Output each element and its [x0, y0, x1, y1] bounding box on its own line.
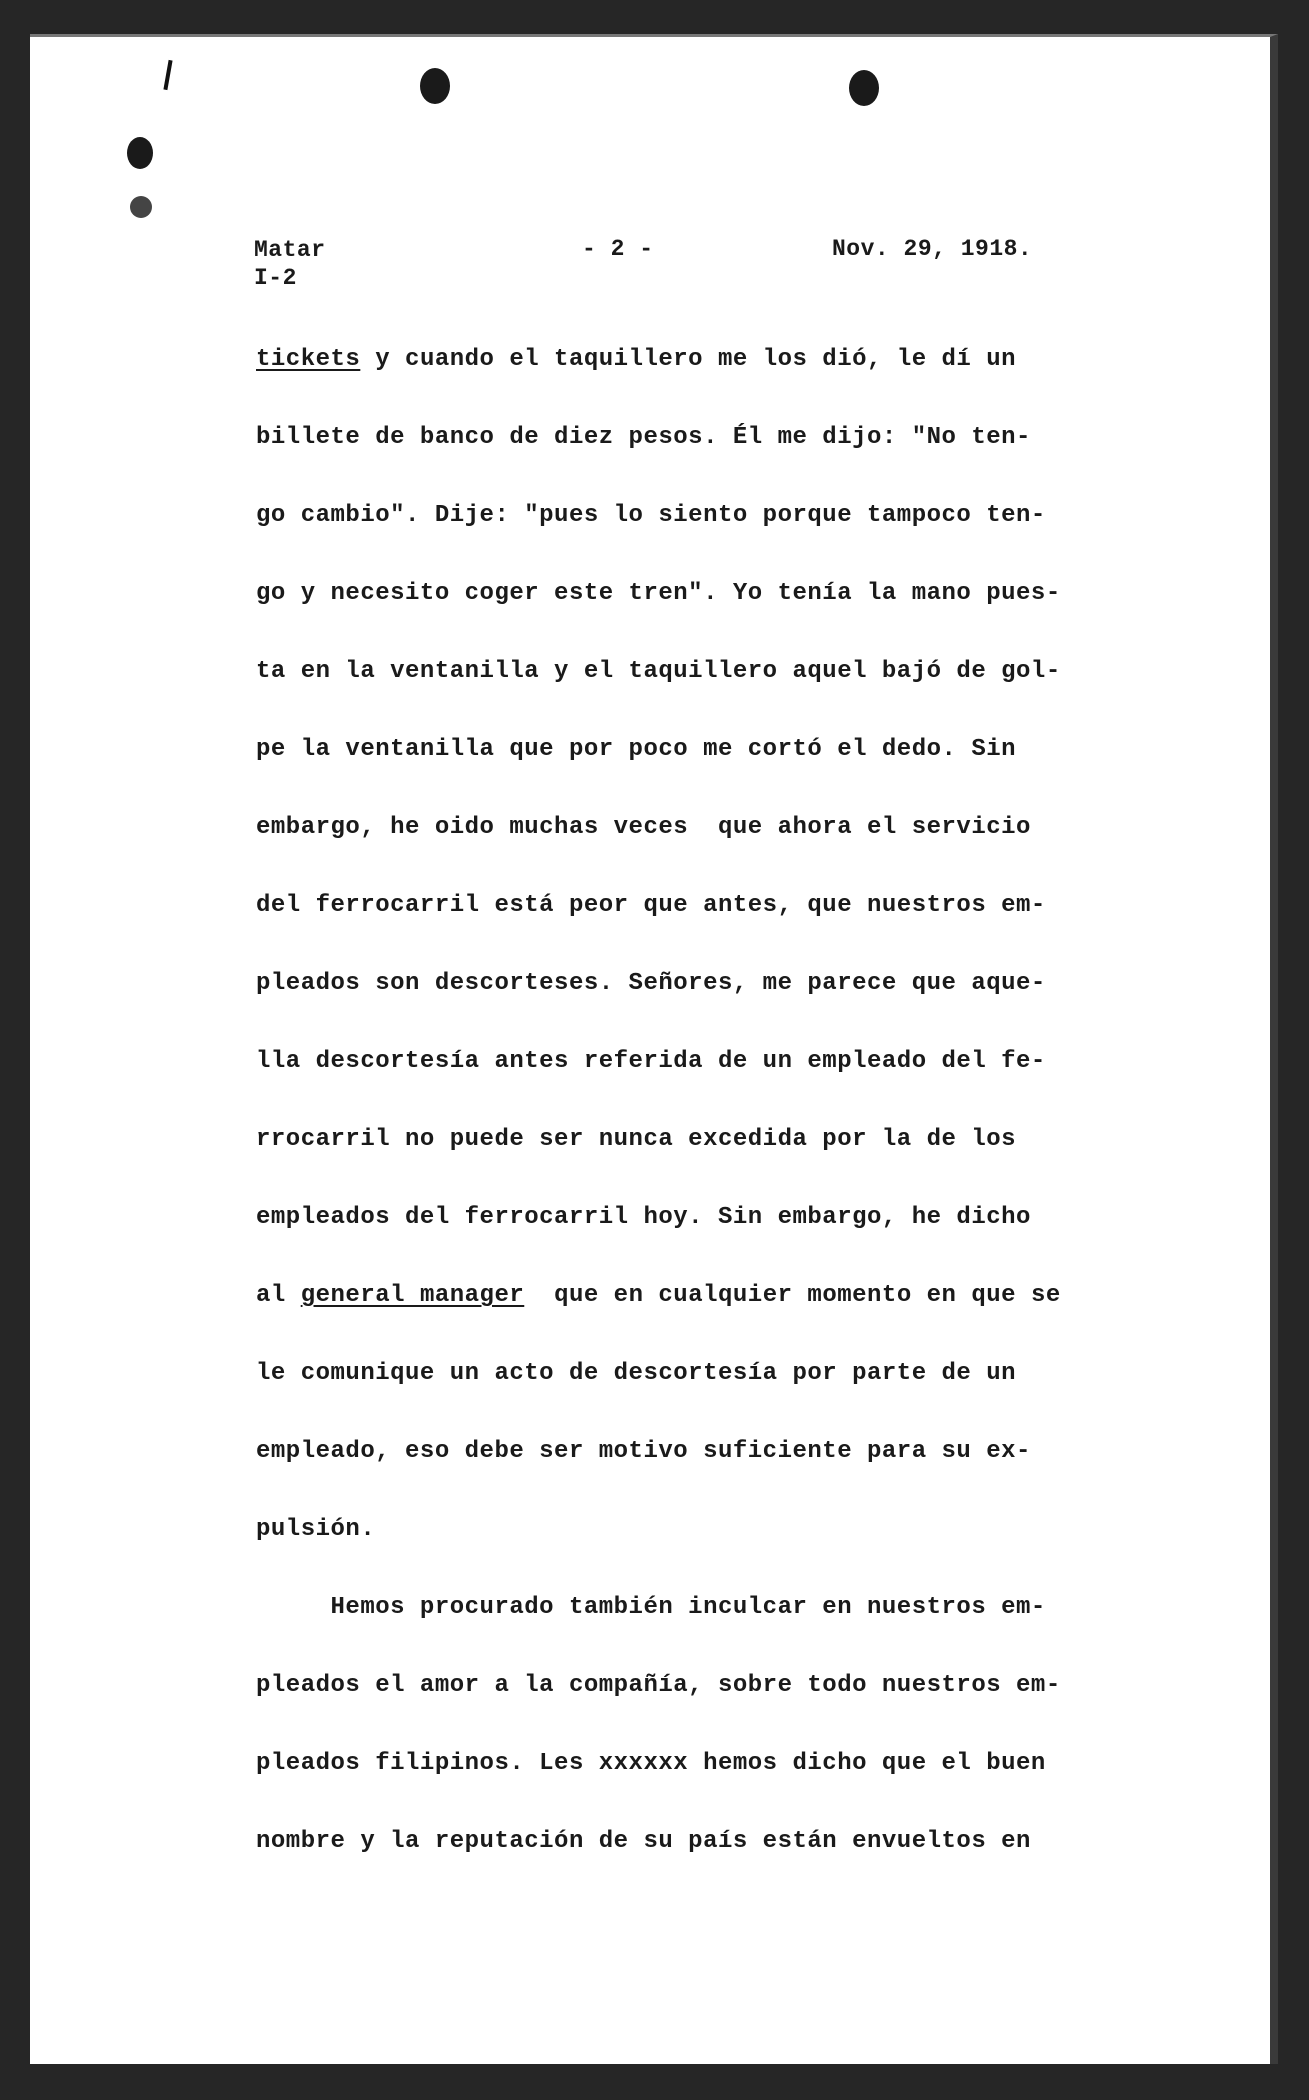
text-span: al — [256, 1282, 301, 1309]
text-line: pe la ventanilla que por poco me cortó el dedo. Sin — [256, 736, 1017, 763]
header-ref-line2: I-2 — [254, 265, 297, 291]
underlined-phrase: general manager — [300, 1282, 525, 1309]
text-span: y cuando el taquillero me los dió, le dí un — [360, 346, 1017, 373]
text-line: go y necesito coger este tren". Yo tenía la mano pues- — [256, 580, 1061, 607]
text-line: empleados del ferrocarril hoy. Sin embargo, he dicho — [256, 1204, 1031, 1231]
text-line: nombre y la reputación de su país están envueltos en — [256, 1828, 1031, 1855]
underlined-word: tickets — [256, 346, 361, 373]
text-line: billete de banco de diez pesos. Él me dijo: "No ten- — [256, 424, 1031, 451]
text-line — [256, 1276, 1116, 1354]
text-line: pleados filipinos. Les xxxxxx hemos dicho que el buen — [256, 1750, 1046, 1777]
body-text — [256, 340, 1116, 1900]
text-line: lla descortesía antes referida de un empleado del fe- — [256, 1048, 1046, 1075]
document-date: Nov. 29, 1918. — [832, 236, 1033, 262]
text-line: empleado, eso debe ser motivo suficiente para su ex- — [256, 1438, 1031, 1465]
text-line: ta en la ventanilla y el taquillero aquel bajó de gol- — [256, 658, 1061, 685]
text-line: Hemos procurado también inculcar en nuestros em- — [256, 1594, 1046, 1621]
text-span: que en cualquier momento en que se — [524, 1282, 1061, 1309]
text-line: rrocarril no puede ser nunca excedida por la de los — [256, 1126, 1017, 1153]
punch-hole — [130, 196, 152, 218]
text-line: del ferrocarril está peor que antes, que nuestros em- — [256, 892, 1046, 919]
text-line: pulsión. — [256, 1516, 376, 1543]
text-line: pleados son descorteses. Señores, me parece que aque- — [256, 970, 1046, 997]
page-number: - 2 - — [582, 236, 654, 262]
header-reference — [254, 236, 326, 292]
punch-hole — [849, 70, 879, 106]
text-line: go cambio". Dije: "pues lo siento porque tampoco ten- — [256, 502, 1046, 529]
text-line — [256, 340, 1116, 418]
header-ref-line1: Matar — [254, 237, 326, 263]
punch-hole — [127, 137, 153, 169]
text-line: embargo, he oido muchas veces que ahora el servicio — [256, 814, 1031, 841]
text-line: le comunique un acto de descortesía por parte de un — [256, 1360, 1017, 1387]
punch-hole — [420, 68, 450, 104]
text-line: pleados el amor a la compañía, sobre todo nuestros em- — [256, 1672, 1061, 1699]
